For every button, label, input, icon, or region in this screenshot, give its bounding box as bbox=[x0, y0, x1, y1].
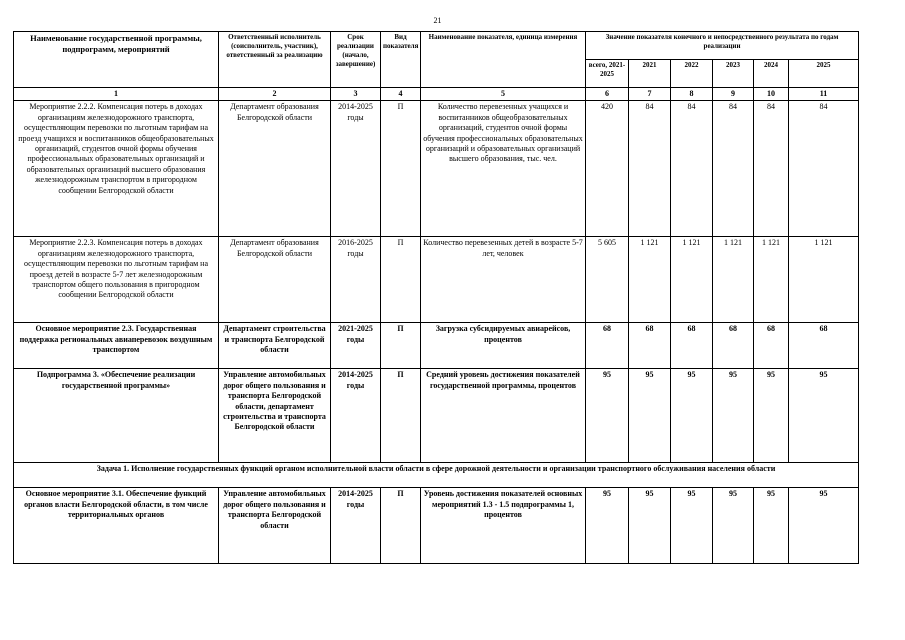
header-name: Наименование государственной программы, подпрограмм, мероприятий bbox=[14, 32, 219, 88]
row-value: 68 bbox=[713, 323, 754, 369]
header-kind: Вид показателя bbox=[381, 32, 421, 88]
header-values-group: Значение показателя конечного и непосредственного результата по годам реализации bbox=[586, 32, 859, 60]
header-indicator: Наименование показателя, единица измерения bbox=[421, 32, 586, 88]
table-row bbox=[14, 488, 859, 564]
row-value: 1 121 bbox=[629, 237, 671, 323]
row-value: 68 bbox=[789, 323, 859, 369]
table-row bbox=[14, 323, 859, 369]
row-value: 1 121 bbox=[754, 237, 789, 323]
row-indicator: Количество перевезенных детей в возрасте 5-7 лет, человек bbox=[421, 237, 586, 323]
row-indicator: Уровень достижения показателей основных мероприятий 1.3 - 1.5 подпрограммы 1, процентов bbox=[421, 488, 586, 564]
row-value: 95 bbox=[754, 488, 789, 564]
row-value: 95 bbox=[671, 369, 713, 463]
row-kind: П bbox=[381, 101, 421, 237]
row-value: 95 bbox=[754, 369, 789, 463]
row-value-total: 95 bbox=[586, 488, 629, 564]
column-number: 11 bbox=[789, 88, 859, 101]
row-executor: Департамент строительства и транспорта Белгородской области bbox=[219, 323, 331, 369]
column-number: 2 bbox=[219, 88, 331, 101]
row-value-total: 95 bbox=[586, 369, 629, 463]
table-row bbox=[14, 101, 859, 237]
row-kind: П bbox=[381, 488, 421, 564]
row-name: Мероприятие 2.2.3. Компенсация потерь в доходах организациям железнодорожного транспорта, осуществляющим перевозки по льготным тарифам на проезд детей в возрасте 5-7 лет железнодорожным транспортом общего пользования в пригородном сообщении Белгородской области bbox=[14, 237, 219, 323]
row-value: 95 bbox=[713, 369, 754, 463]
row-value: 1 121 bbox=[789, 237, 859, 323]
row-value-total: 420 bbox=[586, 101, 629, 237]
column-number: 4 bbox=[381, 88, 421, 101]
table-row bbox=[14, 369, 859, 463]
header-executor: Ответственный исполнитель (соисполнитель, участник), ответственный за реализацию bbox=[219, 32, 331, 88]
task-title: Задача 1. Исполнение государственных функций органом исполнительной власти области в сфере дорожной деятельности и организации транспортного обслуживания населения области bbox=[14, 463, 859, 488]
row-value: 95 bbox=[629, 369, 671, 463]
header-year: 2024 bbox=[754, 60, 789, 88]
row-indicator: Загрузка субсидируемых авиарейсов, процентов bbox=[421, 323, 586, 369]
page-number: 21 bbox=[433, 16, 442, 25]
row-value: 95 bbox=[671, 488, 713, 564]
row-value-total: 5 605 bbox=[586, 237, 629, 323]
row-value: 95 bbox=[629, 488, 671, 564]
row-kind: П bbox=[381, 323, 421, 369]
column-number: 1 bbox=[14, 88, 219, 101]
row-executor: Управление автомобильных дорог общего пользования и транспорта Белгородской области, департамент строительства и транспорта Белгородской области bbox=[219, 369, 331, 463]
row-value: 95 bbox=[789, 369, 859, 463]
row-value: 68 bbox=[629, 323, 671, 369]
row-value: 84 bbox=[754, 101, 789, 237]
header-year: 2025 bbox=[789, 60, 859, 88]
column-number: 6 bbox=[586, 88, 629, 101]
row-name: Мероприятие 2.2.2. Компенсация потерь в доходах организациям железнодорожного транспорта, осуществляющим перевозки по льготным тарифам на проезд учащихся и воспитанников общеобразовательных организаций, студентов очной формы обучения профессиональных образовательных организаций и образовательных организаций высшего образования железнодорожным транспортом в пригородном сообщении Белгородской области bbox=[14, 101, 219, 237]
row-name: Подпрограмма 3. «Обеспечение реализации государственной программы» bbox=[14, 369, 219, 463]
row-value: 1 121 bbox=[713, 237, 754, 323]
header-year: 2022 bbox=[671, 60, 713, 88]
column-number: 5 bbox=[421, 88, 586, 101]
row-indicator: Количество перевезенных учащихся и воспитанников общеобразовательных организаций, студентов очной формы обучения профессиональных образовательных организаций и образовательных организаций высшего образования, тыс. чел. bbox=[421, 101, 586, 237]
row-executor: Управление автомобильных дорог общего пользования и транспорта Белгородской области bbox=[219, 488, 331, 564]
row-executor: Департамент образования Белгородской области bbox=[219, 237, 331, 323]
table-row bbox=[14, 237, 859, 323]
row-name: Основное мероприятие 3.1. Обеспечение функций органов власти Белгородской области, в том числе территориальных органов bbox=[14, 488, 219, 564]
row-term: 2014-2025 годы bbox=[331, 101, 381, 237]
row-indicator: Средний уровень достижения показателей государственной программы, процентов bbox=[421, 369, 586, 463]
column-number: 3 bbox=[331, 88, 381, 101]
row-value: 1 121 bbox=[671, 237, 713, 323]
row-value: 84 bbox=[671, 101, 713, 237]
row-term: 2016-2025 годы bbox=[331, 237, 381, 323]
row-value-total: 68 bbox=[586, 323, 629, 369]
row-value: 84 bbox=[629, 101, 671, 237]
row-value: 95 bbox=[713, 488, 754, 564]
row-value: 68 bbox=[754, 323, 789, 369]
row-kind: П bbox=[381, 237, 421, 323]
row-name: Основное мероприятие 2.3. Государственная поддержка региональных авиаперевозок воздушным транспортом bbox=[14, 323, 219, 369]
header-total: всего, 2021-2025 bbox=[586, 60, 629, 88]
task-row bbox=[14, 463, 859, 488]
header-term: Срок реализации (начало, завершение) bbox=[331, 32, 381, 88]
row-value: 84 bbox=[713, 101, 754, 237]
column-number: 9 bbox=[713, 88, 754, 101]
header-year: 2023 bbox=[713, 60, 754, 88]
row-value: 95 bbox=[789, 488, 859, 564]
header-year: 2021 bbox=[629, 60, 671, 88]
column-number: 10 bbox=[754, 88, 789, 101]
row-term: 2021-2025 годы bbox=[331, 323, 381, 369]
row-value: 84 bbox=[789, 101, 859, 237]
row-term: 2014-2025 годы bbox=[331, 369, 381, 463]
row-kind: П bbox=[381, 369, 421, 463]
column-number: 7 bbox=[629, 88, 671, 101]
row-executor: Департамент образования Белгородской области bbox=[219, 101, 331, 237]
row-value: 68 bbox=[671, 323, 713, 369]
column-number: 8 bbox=[671, 88, 713, 101]
row-term: 2014-2025 годы bbox=[331, 488, 381, 564]
indicators-table bbox=[13, 31, 859, 564]
